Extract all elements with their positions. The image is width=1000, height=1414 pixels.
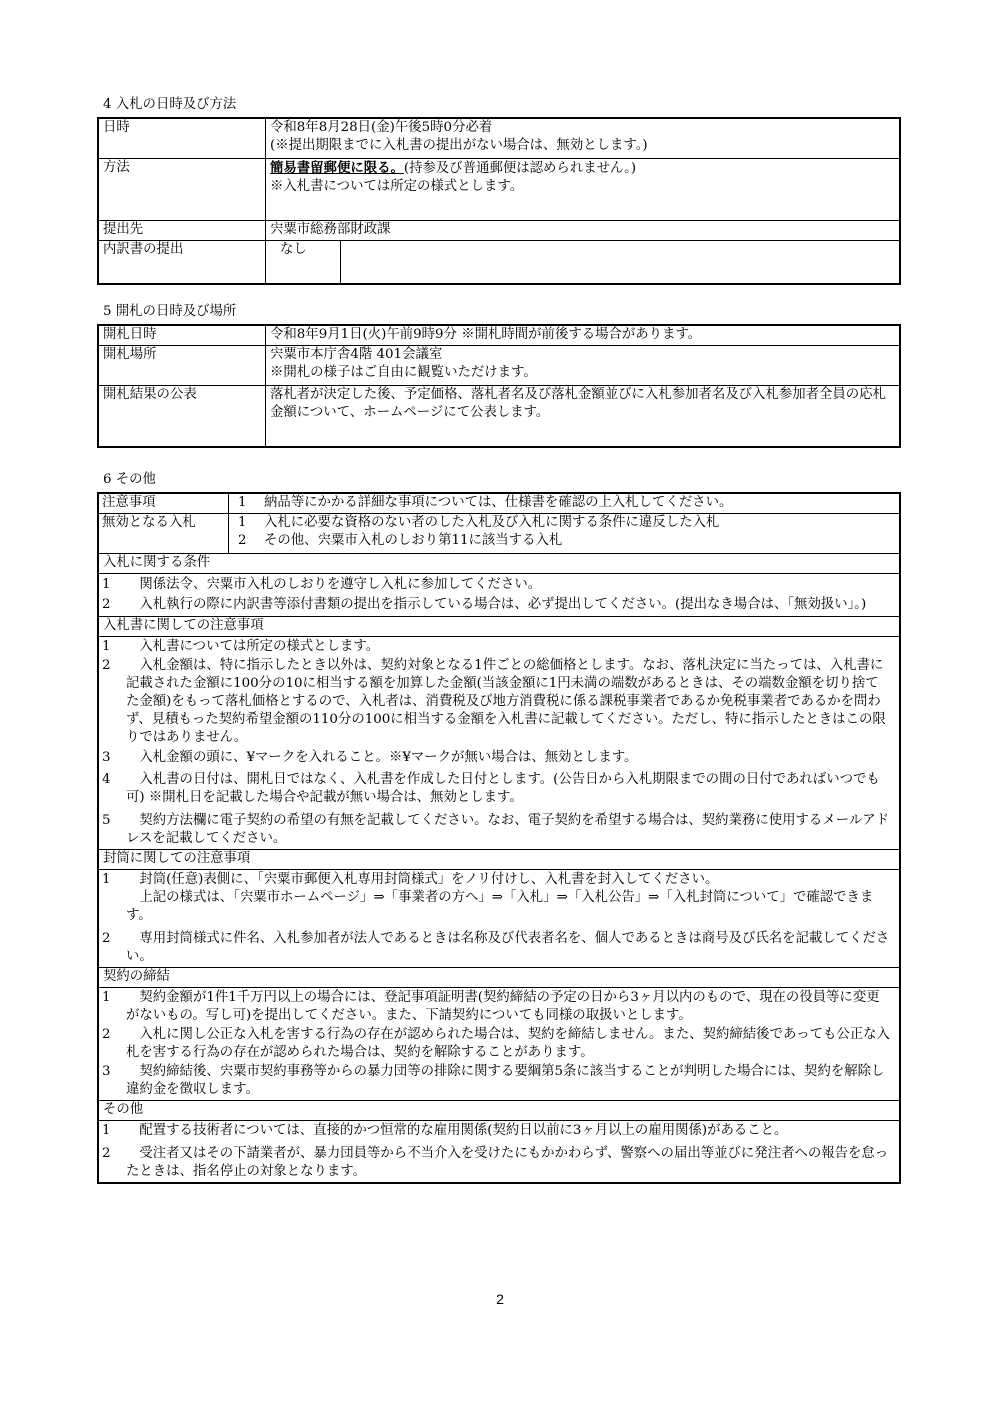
row-opening-place bbox=[98, 345, 900, 385]
value-datetime bbox=[266, 118, 901, 158]
conditions-body bbox=[98, 573, 900, 616]
notes-text: 納品等にかかる詳細な事項については、仕様書を確認の上入札してください。 bbox=[264, 495, 733, 510]
list-item: 2 受注者又はその下請業者が、暴力団員等から不当介入を受けたにもかかわらず、警察への届出等並びに発注者への報告を怠ったときは、指名停止の対象となります。 bbox=[102, 1145, 889, 1179]
row-opening-result bbox=[98, 385, 900, 447]
label-invalid: 無効となる入札 bbox=[98, 513, 229, 553]
value-opening-place bbox=[266, 345, 901, 385]
list-item: 3 契約締結後、宍粟市契約事務等からの暴力団等の排除に関する要綱第5条に該当することが判明した場合には、契約を解除し違約金を徴収します。 bbox=[102, 1063, 885, 1097]
heading-contract: 契約の締結 bbox=[98, 967, 900, 987]
contract-body bbox=[98, 987, 900, 1100]
list-item: 3 入札金額の頭に、¥マークを入れること。※¥マークが無い場合は、無効とします。 bbox=[102, 749, 638, 765]
other-table bbox=[97, 492, 901, 1184]
heading-conditions-row bbox=[98, 553, 900, 573]
label-notes: 注意事項 bbox=[98, 493, 229, 513]
list-item: 5 契約方法欄に電子契約の希望の有無を記載してください。なお、電子契約を希望する場合は、契約業務に使用するメールアドレスを記載してください。 bbox=[102, 812, 889, 846]
label-opening-datetime: 開札日時 bbox=[98, 325, 266, 345]
label-opening-result: 開札結果の公表 bbox=[98, 385, 266, 447]
row-breakdown bbox=[98, 240, 900, 284]
row-submit-to bbox=[98, 220, 900, 240]
heading-envelope-row bbox=[98, 849, 900, 869]
envelope-body bbox=[98, 869, 900, 967]
row-method bbox=[98, 158, 900, 220]
section6-title: 6 その他 bbox=[103, 472, 156, 487]
label-datetime: 日時 bbox=[98, 118, 266, 158]
row-datetime bbox=[98, 118, 900, 158]
heading-other-row bbox=[98, 1100, 900, 1120]
method-line2: ※入札書については所定の様式とします。 bbox=[270, 178, 524, 194]
value-method bbox=[266, 158, 901, 220]
list-item: 2 入札執行の際に内訳書等添付書類の提出を指示している場合は、必ず提出してください。(提出なき場合は、「無効扱い」。) bbox=[102, 596, 867, 612]
list-item: 4 入札書の日付は、開札日ではなく、入札書を作成した日付とします。(公告日から入札期限までの間の日付であればいつでも可) ※開札日を記載した場合や記載が無い場合は、無効とします。 bbox=[102, 771, 880, 805]
value-breakdown: なし bbox=[280, 241, 307, 257]
list-item: 2 入札金額は、特に指示したとき以外は、契約対象となる1件ごとの総価格とします。なお、落札決定に当たっては、入札書に記載された金額に100分の10に相当する額を加算した金額(当該金額に1円未満の端数があるときは、その端数金額を切り捨てた金額)をもって落札価格とするので、入札者は、消費税及び地方消費税に係る課税事業者であるか免税事業者であるかを問わず、見積もった契約希望金額の110分の100に相当する金額を入札書に記載してください。ただし、特に指示したときはこの限りではありません。 bbox=[102, 657, 886, 745]
list-item: 1 入札書については所定の様式とします。 bbox=[102, 638, 380, 654]
value-opening-result: 落札者が決定した後、予定価格、落札者名及び落札金額並びに入札参加者名及び入札参加者全員の応札金額について、ホームページにて公表します。 bbox=[266, 385, 901, 447]
heading-other: その他 bbox=[98, 1100, 900, 1120]
heading-contract-row bbox=[98, 967, 900, 987]
label-opening-place: 開札場所 bbox=[98, 345, 266, 385]
method-bold-text: 簡易書留郵便に限る。 bbox=[270, 159, 404, 176]
breakdown-blank bbox=[341, 241, 900, 283]
bid-method-table bbox=[97, 117, 901, 285]
label-method: 方法 bbox=[98, 158, 266, 220]
place-line2: ※開札の様子はご自由に観覧いただけます。 bbox=[270, 364, 537, 380]
row-notes bbox=[98, 493, 900, 513]
label-submit-to: 提出先 bbox=[98, 220, 266, 240]
method-rest-text: (持参及び普通郵便は認められません。) bbox=[403, 160, 637, 176]
list-item: 2 入札に関し公正な入札を害する行為の存在が認められた場合は、契約を締結しません。また、契約締結後であっても公正な入札を害する行為の存在が認められた場合は、契約を解除することがあります。 bbox=[102, 1026, 890, 1060]
notes-num: 1 bbox=[238, 495, 247, 510]
section5-title: 5 開札の日時及び場所 bbox=[103, 304, 237, 319]
list-item: 1 配置する技術者については、直接的かつ恒常的な雇用関係(契約日以前に3ヶ月以上の雇用関係)があること。 bbox=[102, 1122, 788, 1138]
section4-title: 4 入札の日時及び方法 bbox=[103, 97, 237, 112]
invalid-item: 1 入札に必要な資格のない者のした入札及び入札に関する条件に違反した入札 bbox=[238, 514, 720, 530]
value-opening-datetime: 令和8年9月1日(火)午前9時9分 ※開札時間が前後する場合があります。 bbox=[266, 325, 901, 345]
heading-bid-notes: 入札書に関しての注意事項 bbox=[98, 616, 900, 636]
value-submit-to: 宍粟市総務部財政課 bbox=[266, 220, 901, 240]
page-number: 2 bbox=[496, 1291, 504, 1307]
heading-envelope: 封筒に関しての注意事項 bbox=[98, 849, 900, 869]
row-opening-datetime bbox=[98, 325, 900, 345]
datetime-line2: (※提出期限までに入札書の提出がない場合は、無効とします。) bbox=[270, 138, 648, 153]
opening-table bbox=[97, 324, 901, 448]
list-item: 1 関係法令、宍粟市入札のしおりを遵守し入札に参加してください。 bbox=[102, 576, 542, 592]
place-line1: 宍粟市本庁舎4階 401会議室 bbox=[270, 346, 443, 362]
row-invalid bbox=[98, 513, 900, 553]
heading-bid-notes-row bbox=[98, 616, 900, 636]
invalid-item: 2 その他、宍粟市入札のしおり第11に該当する入札 bbox=[238, 532, 563, 548]
other-body bbox=[98, 1120, 900, 1183]
list-item: 1 契約金額が1件1千万円以上の場合には、登記事項証明書(契約締結の予定の日から3ヶ月以内のもので、現在の役員等に変更がないもの。写し可)を提出してください。また、下請契約についても同様の取扱いとします。 bbox=[102, 989, 880, 1023]
datetime-line1: 令和8年8月28日(金)午後5時0分必着 bbox=[270, 120, 493, 135]
envelope-sub-note: 上記の様式は、「宍粟市ホームページ」⇒「事業者の方へ」⇒「入札」⇒「入札公告」⇒「入札封筒について」で確認できます。 bbox=[126, 889, 874, 923]
list-item: 1 封筒(任意)表側に、「宍粟市郵便入札専用封筒様式」をノリ付けし、入札書を封入してください。 上記の様式は、「宍粟市ホームページ」⇒「事業者の方へ」⇒「入札」⇒「入札公告」⇒「入札封筒について」で確認できます。 bbox=[102, 871, 891, 925]
bid-notes-body bbox=[98, 636, 900, 849]
list-item: 2 専用封筒様式に件名、入札参加者が法人であるときは名称及び代表者名を、個人であるときは商号及び氏名を記載してください。 bbox=[102, 930, 890, 964]
label-breakdown: 内訳書の提出 bbox=[98, 240, 266, 284]
heading-conditions: 入札に関する条件 bbox=[98, 553, 900, 573]
